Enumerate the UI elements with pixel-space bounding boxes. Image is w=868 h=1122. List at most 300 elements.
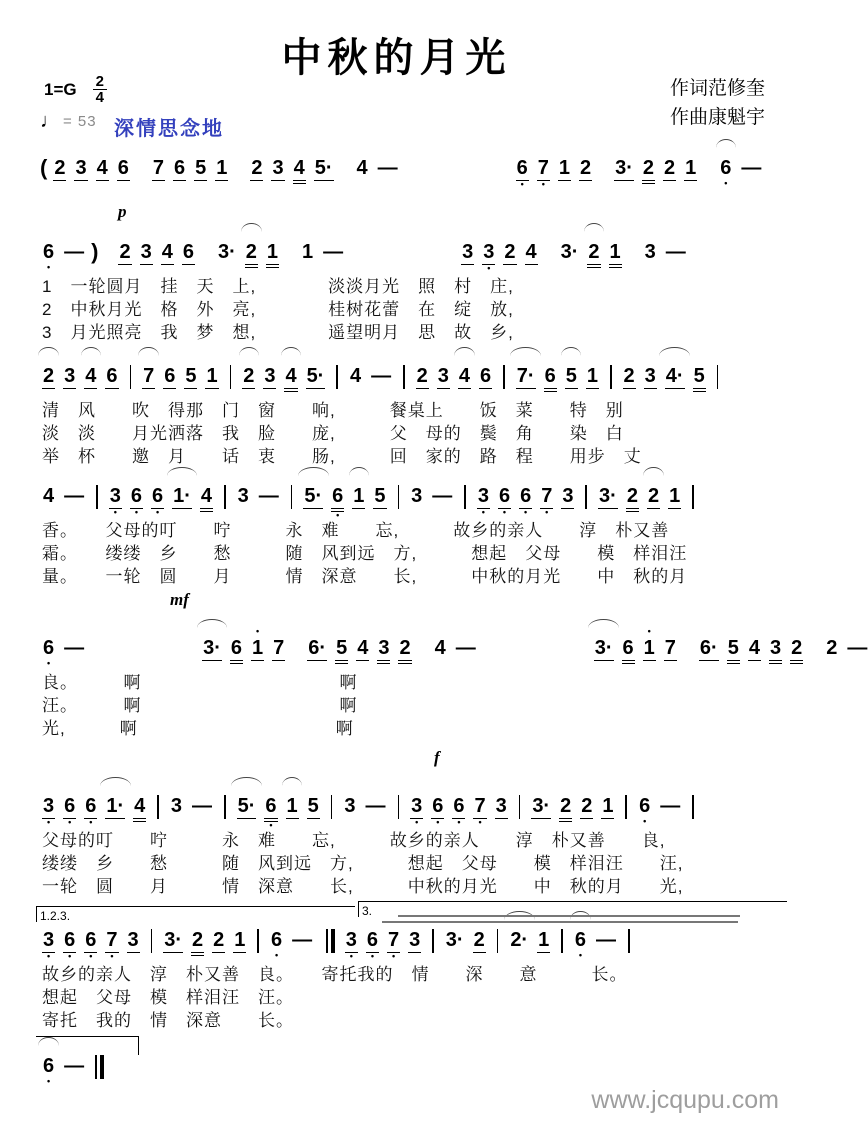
note-glyph: 2 <box>642 156 655 184</box>
volta-bracket-123 <box>36 906 355 922</box>
note-glyph: 7 <box>387 929 400 951</box>
dynamic-mf: mf <box>170 590 189 609</box>
note-glyph: 6 <box>544 364 557 392</box>
note <box>237 794 257 819</box>
time-signature-denominator: 4 <box>95 89 104 106</box>
note-glyph: 6 <box>520 485 532 507</box>
note <box>665 240 687 264</box>
note-glyph: 4 <box>161 241 173 263</box>
notation-line <box>38 484 777 520</box>
expression-marking: 深情思念地 <box>114 118 224 140</box>
lyric-line: 父母的叮 咛 永 难 忘, 故乡的亲人 淳 朴又善 良, <box>42 831 666 850</box>
note <box>846 636 868 660</box>
parenthesis: ) <box>91 239 99 264</box>
note <box>173 156 186 181</box>
note-glyph: 6 <box>574 929 586 951</box>
barline <box>336 365 338 389</box>
barline <box>585 485 587 509</box>
slur-arc <box>298 467 329 476</box>
slur-arc <box>100 777 131 786</box>
notation-line <box>38 794 777 830</box>
note-glyph: 2 <box>504 241 516 263</box>
music-system-5 <box>38 626 868 738</box>
note <box>314 156 334 181</box>
note-glyph: — <box>741 157 762 179</box>
note <box>431 794 444 827</box>
note <box>373 484 386 509</box>
note <box>579 156 592 181</box>
note-glyph: 6 <box>270 929 283 951</box>
note <box>516 364 536 389</box>
bar-thick <box>100 1055 104 1079</box>
note <box>699 636 719 661</box>
note-glyph: 6 <box>43 241 55 263</box>
barline <box>257 929 259 953</box>
note <box>118 240 131 265</box>
lyric-line: 良。 啊 啊 <box>42 673 358 692</box>
note <box>495 794 508 819</box>
time-signature-numerator: 2 <box>93 74 107 90</box>
note <box>684 156 697 181</box>
note-glyph: 1 <box>609 240 622 268</box>
note <box>540 484 553 517</box>
note <box>647 484 660 509</box>
note <box>626 484 639 512</box>
note <box>291 928 313 952</box>
note <box>272 636 285 661</box>
note <box>202 636 222 661</box>
barline <box>291 485 293 509</box>
note <box>525 240 538 265</box>
slur-arc <box>81 347 101 356</box>
barline <box>692 795 694 819</box>
note <box>366 928 379 961</box>
parenthesis: ( <box>40 155 48 180</box>
note <box>306 364 326 389</box>
note <box>84 794 97 827</box>
watermark: www.jcqupu.com <box>591 1086 779 1114</box>
octave-dot-high: • <box>256 626 260 636</box>
note-glyph: 2 <box>416 365 428 387</box>
note-glyph: 3 <box>64 365 76 387</box>
note-glyph: 2 <box>243 365 255 387</box>
note <box>105 928 118 961</box>
note <box>531 794 551 819</box>
barline <box>130 365 132 389</box>
note <box>509 928 529 952</box>
note-glyph: 5 <box>374 485 386 507</box>
note-glyph: 2 <box>587 240 600 268</box>
octave-dot-low: • <box>436 817 440 827</box>
slur-arc <box>584 223 604 232</box>
note-glyph: 6 <box>498 485 511 507</box>
note <box>84 928 97 961</box>
octave-dot-low: • <box>391 951 396 961</box>
slur-arc <box>510 347 541 356</box>
note <box>212 928 225 953</box>
note-glyph: 4 <box>284 364 297 392</box>
notation-line <box>38 239 777 273</box>
lyric-line: 汪。 啊 啊 <box>42 696 358 715</box>
note-glyph: 6 <box>85 929 97 951</box>
note-glyph: 3 <box>43 929 55 951</box>
note-glyph: 1 <box>685 157 697 179</box>
octave-dot-low: • <box>68 817 72 827</box>
note <box>230 636 243 664</box>
note <box>191 928 204 956</box>
note-glyph: 2 <box>43 365 55 387</box>
note <box>503 240 516 265</box>
note <box>356 156 369 180</box>
slur-arc <box>282 777 302 786</box>
note <box>130 484 143 517</box>
lyric-line: 缕缕 乡 愁 随 风到远 方, 想起 父母 模 样泪汪 汪, <box>42 854 684 873</box>
note <box>303 484 323 509</box>
note <box>668 484 681 509</box>
note-glyph: 1 <box>216 157 228 179</box>
barline <box>157 795 159 819</box>
note <box>286 794 299 819</box>
note-glyph: 3 <box>345 929 357 951</box>
note-glyph: — <box>323 241 344 263</box>
note-glyph: 5· <box>306 365 325 387</box>
slur-arc <box>138 347 158 356</box>
note <box>42 636 55 668</box>
barline <box>151 929 153 953</box>
bar-thin <box>95 1055 97 1079</box>
octave-dot-low: • <box>643 816 647 826</box>
note-glyph: 3 <box>477 485 489 507</box>
page-title: 中秋的月光 <box>281 36 512 80</box>
music-system-1 <box>38 155 777 189</box>
note <box>205 364 218 389</box>
note <box>614 156 634 181</box>
note <box>63 364 76 389</box>
note-glyph: 6 <box>432 795 444 817</box>
note <box>598 484 618 509</box>
note <box>473 794 486 827</box>
octave-dot-low: • <box>46 817 51 827</box>
final-barline <box>95 1055 104 1079</box>
note <box>307 636 327 661</box>
note <box>182 240 195 265</box>
music-system-2 <box>38 239 777 342</box>
octave-dot-low: • <box>487 263 491 273</box>
note <box>516 156 529 189</box>
note-glyph: 5 <box>565 365 577 387</box>
barline <box>610 365 612 389</box>
composer-credit: 作曲康魁宇 <box>669 107 765 128</box>
notation-line <box>38 364 777 392</box>
note-glyph: — <box>377 157 398 179</box>
note <box>482 240 495 273</box>
note <box>461 240 474 265</box>
barline <box>561 929 563 953</box>
barline <box>224 795 226 819</box>
barline <box>230 365 232 389</box>
volta-label: 1.2.3. <box>40 909 71 923</box>
bar-thin <box>326 929 328 953</box>
note <box>84 364 97 389</box>
octave-dot-low: • <box>89 951 93 961</box>
note-glyph: 6 <box>480 365 492 387</box>
bar-thick <box>331 929 335 953</box>
note <box>498 484 511 517</box>
slur-arc <box>239 347 259 356</box>
note-glyph: — <box>660 795 681 817</box>
lyric-line: 淡 淡 月光洒落 我 脸 庞, 父 母的 鬓 角 染 白 <box>42 424 624 443</box>
lyric-line: 故乡的亲人 淳 朴又善 良。 寄托我的 情 深 意 长。 <box>42 965 628 984</box>
note-glyph: 6 <box>43 637 55 659</box>
note-glyph: 1 <box>302 241 314 263</box>
note-glyph: 6 <box>106 365 118 387</box>
note-glyph: 5 <box>185 365 197 387</box>
note-glyph: 7 <box>541 485 553 507</box>
note-glyph: — <box>64 241 85 263</box>
octave-dot-low: • <box>524 507 528 517</box>
lyric-line: 寄托 我的 情 深意 长。 <box>42 1011 294 1030</box>
notation-line <box>38 928 777 961</box>
note <box>200 484 213 512</box>
note <box>163 928 183 953</box>
note-glyph: 2 <box>54 157 66 179</box>
note-glyph: 6 <box>516 157 528 179</box>
note <box>574 928 587 960</box>
octave-dot-low: • <box>68 951 72 961</box>
note <box>42 364 55 389</box>
octave-dot-low: • <box>502 507 507 517</box>
note-glyph: 2 <box>119 241 131 263</box>
lyric-line: 量。 一轮 圆 月 情 深意 长, 中秋的月光 中 秋的月 <box>42 567 688 586</box>
octave-dot-low: • <box>724 178 728 188</box>
note-glyph: 3· <box>445 929 464 951</box>
slur-arc <box>454 347 474 356</box>
octave-dot-low: • <box>415 817 419 827</box>
note-glyph: 3 <box>483 241 495 263</box>
note <box>105 364 118 389</box>
note-glyph: 3 <box>344 795 356 817</box>
note <box>42 928 55 961</box>
note <box>410 794 423 827</box>
note-glyph: 2 <box>251 157 263 179</box>
note <box>151 484 164 517</box>
note <box>63 1054 85 1078</box>
note <box>825 636 838 660</box>
note <box>769 636 782 664</box>
note <box>377 636 390 664</box>
note <box>410 484 423 508</box>
note <box>356 636 369 661</box>
note-glyph: — <box>371 365 392 387</box>
note <box>307 794 320 819</box>
lyric-line: 光, 啊 啊 <box>42 719 354 738</box>
note <box>352 484 365 509</box>
note <box>558 156 571 181</box>
quarter-note-icon: ♩ <box>40 110 60 132</box>
note <box>458 364 471 389</box>
barline <box>432 929 434 953</box>
note <box>271 156 284 181</box>
note-glyph: 6 <box>117 157 129 179</box>
barline <box>403 365 405 389</box>
note-glyph: 3· <box>560 241 579 263</box>
note-glyph: 3 <box>264 365 276 387</box>
note <box>53 156 66 181</box>
note <box>63 240 85 264</box>
octave-dot-low: • <box>478 817 482 827</box>
dynamic-p: p <box>118 202 127 221</box>
note-glyph: 4 <box>434 637 446 659</box>
octave-dot-low: • <box>274 950 279 960</box>
note-glyph: 1 <box>234 929 246 951</box>
slur-arc <box>167 467 198 476</box>
note <box>42 1054 55 1086</box>
note <box>644 240 657 264</box>
notation-line <box>38 626 868 668</box>
note <box>191 794 213 818</box>
note-glyph: 4 <box>356 157 368 179</box>
note-glyph: 2 <box>559 794 572 822</box>
barline <box>464 485 466 509</box>
note-glyph: 3 <box>127 929 139 951</box>
note <box>594 636 614 661</box>
music-system-7 <box>38 928 777 1030</box>
note <box>251 626 264 661</box>
barline <box>625 795 627 819</box>
lyric-line: 香。 父母的叮 咛 永 难 忘, 故乡的亲人 淳 朴又善 <box>42 521 670 540</box>
note <box>263 364 276 389</box>
lyric-line: 清 风 吹 得那 门 窗 响, 餐桌上 饭 菜 特 别 <box>42 401 624 420</box>
note-glyph: 3 <box>644 365 656 387</box>
octave-dot-low: • <box>336 510 340 520</box>
note-glyph: 3 <box>75 157 87 179</box>
barline <box>692 485 694 509</box>
note-glyph: 3 <box>237 485 249 507</box>
note <box>398 636 411 664</box>
note-glyph: 4 <box>525 241 537 263</box>
octave-dot-low: • <box>155 507 160 517</box>
note <box>258 484 280 508</box>
octave-dot-low: • <box>46 1076 51 1086</box>
note-glyph: 2 <box>213 929 225 951</box>
note <box>331 484 344 520</box>
note <box>445 928 465 952</box>
barline <box>331 795 333 819</box>
note <box>790 636 803 664</box>
octave-dot-low: • <box>481 507 485 517</box>
note <box>609 240 622 268</box>
note-glyph: 3· <box>599 485 617 507</box>
note <box>473 928 486 953</box>
note <box>96 156 109 181</box>
note <box>561 484 574 509</box>
note-glyph: 6· <box>699 637 718 659</box>
note <box>301 240 314 264</box>
note <box>595 928 617 952</box>
note <box>264 794 277 830</box>
note-glyph: 7 <box>273 637 285 659</box>
note-glyph: 1 <box>586 365 598 387</box>
note <box>365 794 387 818</box>
octave-dot-low: • <box>520 179 524 189</box>
note <box>133 794 146 822</box>
octave-dot-low: • <box>269 820 273 830</box>
note <box>537 156 550 189</box>
note-glyph: 2 <box>580 157 592 179</box>
lyric-line: 一轮 圆 月 情 深意 长, 中秋的月光 中 秋的月 光, <box>42 877 684 896</box>
note-glyph: 6 <box>164 365 176 387</box>
slur-arc <box>38 347 58 356</box>
note-glyph: 7 <box>537 157 549 179</box>
note-glyph: 4 <box>293 156 306 184</box>
music-system-4 <box>38 484 777 586</box>
barline <box>497 929 499 953</box>
note <box>163 364 176 389</box>
note <box>565 364 578 389</box>
note-glyph: 2 <box>647 485 660 507</box>
note-glyph: 3 <box>769 636 782 664</box>
note <box>659 794 681 818</box>
note <box>63 636 85 660</box>
note <box>42 484 55 508</box>
note-glyph: 1 <box>602 795 614 817</box>
note-glyph: 2· <box>510 929 529 951</box>
note-glyph: 5 <box>307 795 319 817</box>
ending-bracket <box>36 1036 139 1055</box>
note-glyph: 3· <box>164 929 183 951</box>
note <box>644 364 657 389</box>
note <box>664 636 677 661</box>
note-glyph: — <box>64 485 85 507</box>
octave-dot-low: • <box>545 507 549 517</box>
note <box>250 156 263 181</box>
note-glyph: 7 <box>143 365 155 387</box>
note <box>544 364 557 392</box>
note <box>293 156 306 184</box>
note <box>452 794 465 827</box>
note <box>431 484 453 508</box>
note <box>215 156 228 181</box>
note-glyph: 5· <box>314 157 333 179</box>
note-glyph: 6 <box>64 795 76 817</box>
tempo-value: = 53 <box>63 113 97 130</box>
note-glyph: 3· <box>217 241 236 263</box>
note-glyph: 1 <box>538 929 550 951</box>
note-glyph: 1 <box>266 240 279 268</box>
slur-arc <box>561 347 581 356</box>
volta-label: 3. <box>362 904 373 918</box>
note <box>245 240 258 268</box>
octave-dot-low: • <box>46 951 51 961</box>
note <box>194 156 207 181</box>
note-glyph: 1 <box>669 485 681 507</box>
note-glyph: 6· <box>308 637 327 659</box>
note <box>560 240 580 264</box>
note <box>335 636 348 664</box>
note-glyph: 5· <box>237 795 256 817</box>
note-glyph: 6 <box>622 636 635 664</box>
note <box>42 240 55 272</box>
note-glyph: 1 <box>353 485 365 507</box>
note <box>519 484 532 517</box>
note-glyph: 2 <box>664 157 676 179</box>
lyric-line: 霜。 缕缕 乡 愁 随 风到远 方, 想起 父母 模 样泪汪 <box>42 544 688 563</box>
octave-dot-low: • <box>578 950 582 960</box>
note-glyph: 6 <box>130 485 142 507</box>
note <box>63 484 85 508</box>
note <box>643 626 656 661</box>
note-glyph: 3 <box>437 365 449 387</box>
